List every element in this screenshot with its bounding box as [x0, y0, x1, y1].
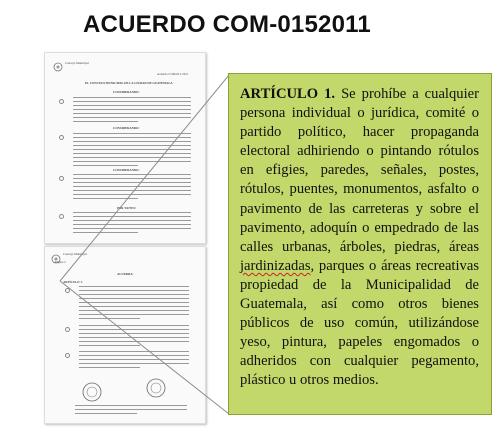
document-title: ACUERDO COM-0152011 — [83, 11, 371, 38]
page1-section-2: CONSIDERANDO: — [113, 126, 140, 130]
page1-header-right: Acuerdo COM-015-2011 — [157, 72, 189, 76]
article-callout — [228, 73, 492, 415]
page2-heading: ACUERDA: — [117, 272, 134, 276]
page1-header-left: Concejo Municipal — [65, 61, 89, 65]
page2-sub-left: Página 2 — [55, 260, 66, 264]
page2-article-1: ARTÍCULO 1. — [63, 280, 83, 284]
callout-heading: ARTÍCULO 1. — [240, 86, 336, 102]
callout-underlined-word: jardinizadas — [240, 257, 311, 274]
page1-heading: EL CONCEJO MUNICIPAL DE LA CIUDAD DE GUATEMALA — [85, 81, 173, 85]
callout-text-part2: , parques o áreas recreativas propiedad de la Municipalidad de Guatemala, así como otros bienes públicos de uso común, utilizándose yeso, pintura, papeles engomados o adheridos con cualquier pegamento, plástico u otros medios. — [240, 257, 479, 389]
page1-section-1: CONSIDERANDO: — [113, 90, 140, 94]
callout-text-part1: Se prohíbe a cualquier persona individual o jurídica, comité o partido político, hacer propaganda electoral adhiriendo o pintando rótulos en efigies, paredes, señales, postes, rótulos, puentes, monumentos, asfalto o pavimento de las carreteras y sobre el pavimento, adoquín o empedrado de las calles urbanas, árboles, piedras, áreas — [240, 86, 479, 255]
page1-section-3: CONSIDERANDO: — [113, 168, 140, 172]
page2-header-left: Concejo Municipal — [63, 252, 87, 256]
page1-section-4: POR TANTO: — [117, 206, 136, 210]
